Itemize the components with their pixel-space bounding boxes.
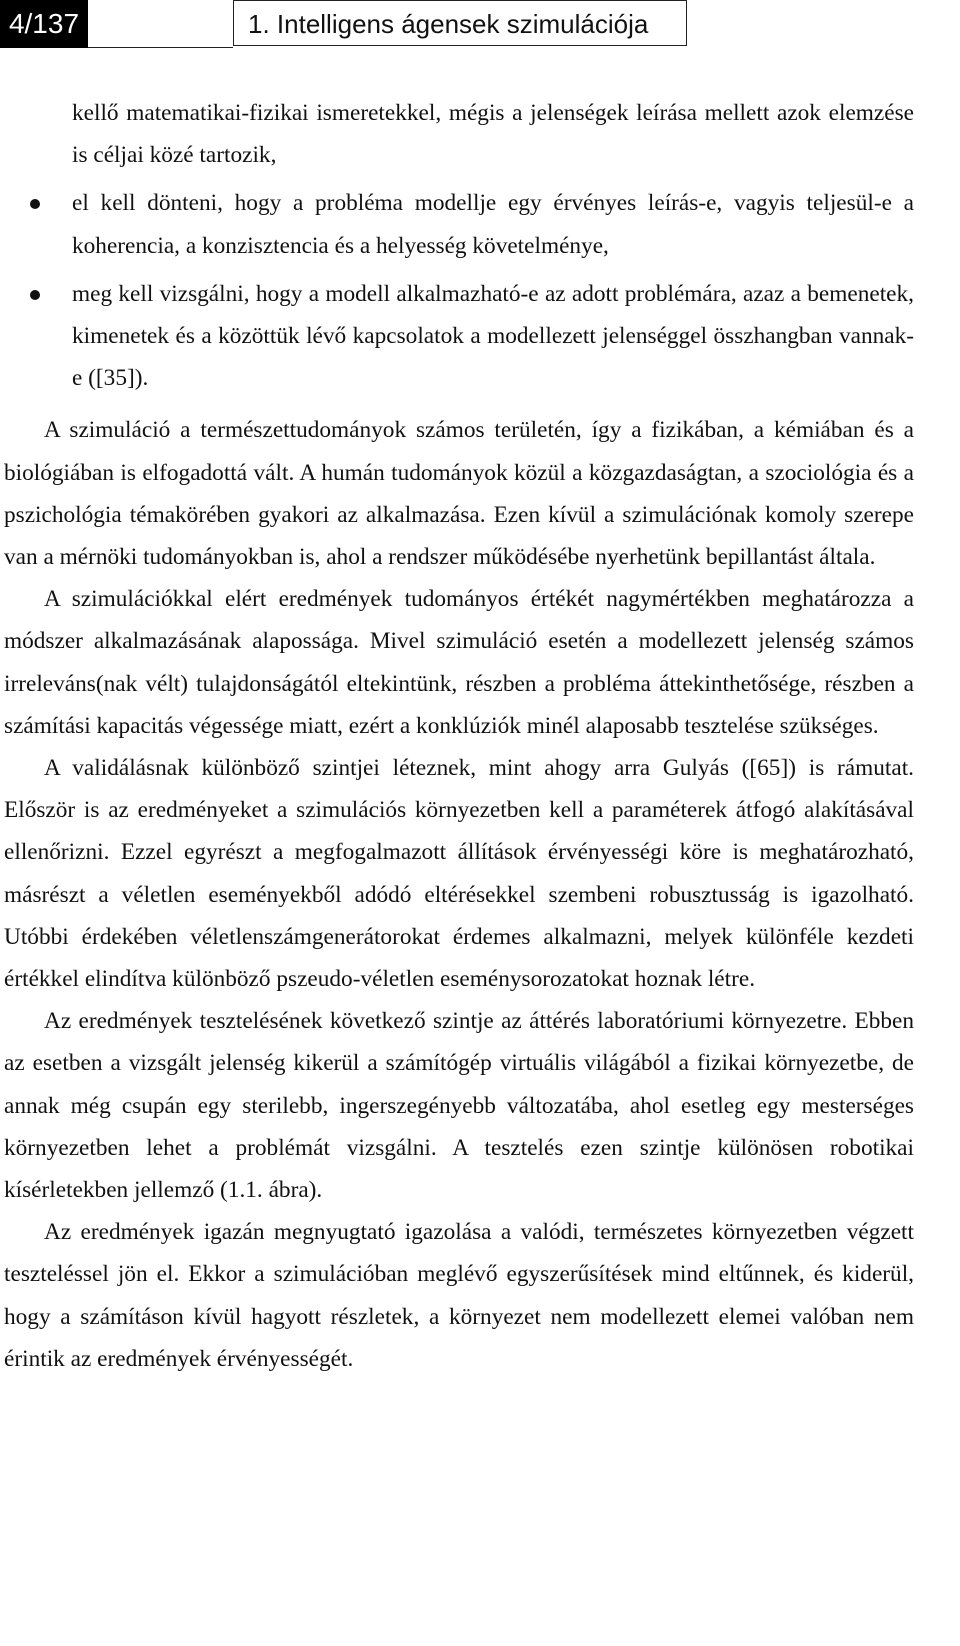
- paragraph: Az eredmények tesztelésének következő szintje az áttérés laboratóriumi környezetre. Ebben az esetben a vizsgált jelenség kikerül a számítógép virtuális világából a fizikai környezetbe, de annak még csupán egy sterilebb, ingerszegényebb változatába, ahol esetleg egy mesterséges környezetben lehet a problémát vizsgálni. A tesztelés ezen szintje különösen robotikai kísérletekben jellemző (1.1. ábra).: [4, 1008, 914, 1204]
- bullet-icon: [30, 290, 40, 300]
- list-item: [4, 273, 914, 400]
- page-header: [0, 0, 960, 50]
- header-rule: [88, 47, 233, 48]
- list-item-text: kellő matematikai-fizikai ismeretekkel, mégis a jelenségek leírása mellett azok elemzése is céljai közé tartozik,: [72, 100, 914, 169]
- list-item: [4, 182, 914, 266]
- document-body: [4, 92, 914, 1380]
- bullet-icon: [30, 199, 40, 209]
- paragraph: A validálásnak különböző szintjei léteznek, mint ahogy arra Gulyás ([65]) is rámutat. Először is az eredményeket a szimulációs környezetben kell a paraméterek átfogó alakításával ellenőrizni. Ezzel egyrészt a megfogalmazott állítások érvényességi köre is meghatározható, másrészt a véletlen eseményekből adódó eltérésekkel szembeni robusztusság is igazolható. Utóbbi érdekében véletlenszámgenerátorokat érdemes alkalmazni, melyek különféle kezdeti értékkel elindítva különböző pszeudo-véletlen eseménysorozatokat hoznak létre.: [4, 755, 914, 993]
- paragraph: Az eredmények igazán megnyugtató igazolása a valódi, természetes környezetben végzett teszteléssel jön el. Ekkor a szimulációban meglévő egyszerűsítések mind eltűnnek, és kiderül, hogy a számításon kívül hagyott részletek, a környezet nem modellezett elemei valóban nem érintik az eredmények érvényességét.: [4, 1219, 914, 1372]
- page-indicator: 4/137: [0, 0, 88, 48]
- list-item: [4, 92, 914, 176]
- paragraph: A szimulációkkal elért eredmények tudományos értékét nagymértékben meghatározza a módszer alkalmazásának alapossága. Mivel szimuláció esetén a modellezett jelenség számos irreleváns(nak vélt) tulajdonságától eltekintünk, részben a probléma áttekinthetősége, részben a számítási kapacitás végessége miatt, ezért a konklúziók minél alaposabb tesztelése szükséges.: [4, 586, 914, 739]
- list-item-text: el kell dönteni, hogy a probléma modellje egy érvényes leírás-e, vagyis teljesül-e a koherencia, a konzisztencia és a helyesség követelménye,: [72, 190, 914, 259]
- paragraph: A szimuláció a természettudományok számos területén, így a fizikában, a kémiában és a biológiában is elfogadottá vált. A humán tudományok közül a közgazdaságtan, a szociológia és a pszichológia témakörében gyakori az alkalmazása. Ezen kívül a szimulációnak komoly szerepe van a mérnöki tudományokban is, ahol a rendszer működésébe nyerhetünk bepillantást általa.: [4, 417, 914, 571]
- list-item-text: meg kell vizsgálni, hogy a modell alkalmazható-e az adott problémára, azaz a bemenetek, kimenetek és a közöttük lévő kapcsolatok a modellezett jelenséggel összhangban vannak-e ([35]).: [72, 280, 914, 392]
- bullet-list: [4, 92, 914, 399]
- chapter-title: 1. Intelligens ágensek szimulációja: [233, 0, 687, 46]
